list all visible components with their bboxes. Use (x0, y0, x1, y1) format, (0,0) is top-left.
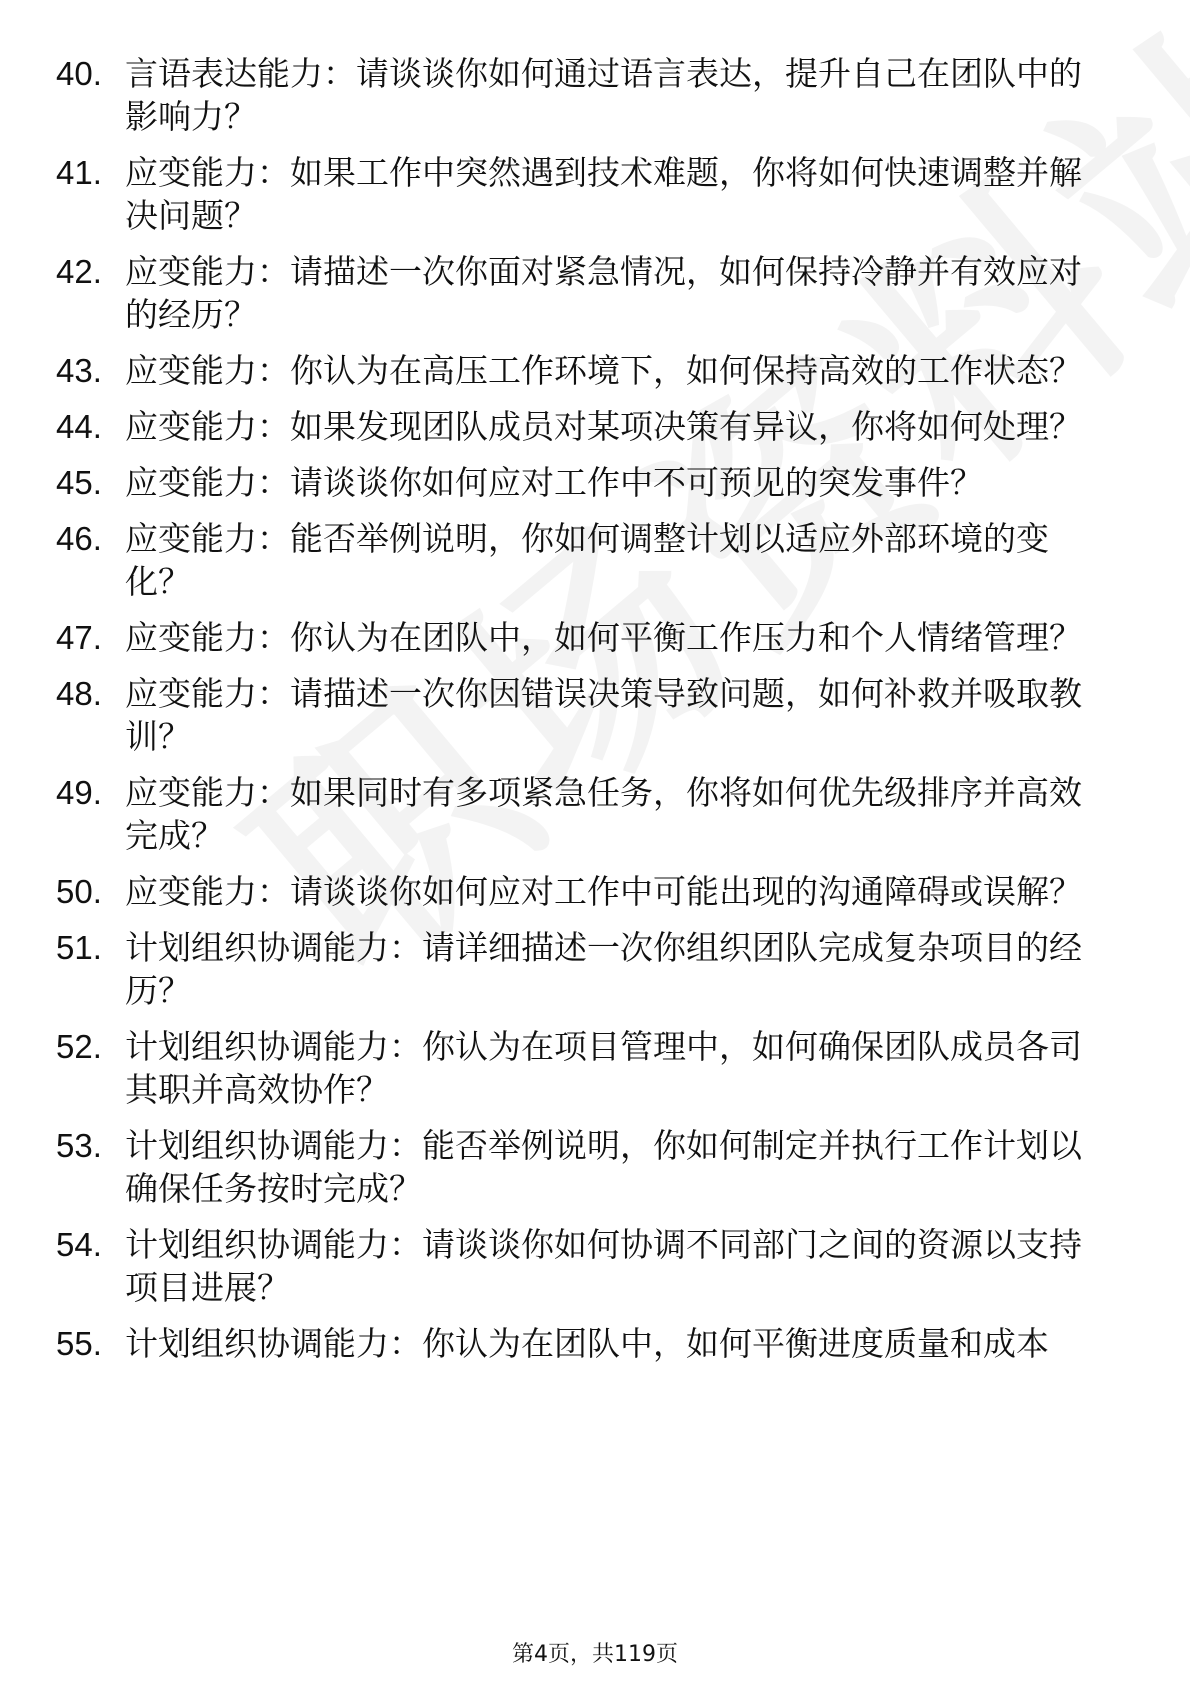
question-item (0, 349, 1190, 392)
question-text: 计划组织协调能力：能否举例说明，你如何制定并执行工作计划以确保任务按时完成？ (125, 1126, 1082, 1208)
question-item (0, 1124, 1190, 1210)
question-number: 46. (56, 520, 102, 557)
question-number: 49. (56, 774, 102, 811)
question-item (0, 461, 1190, 504)
question-text: 计划组织协调能力：请详细描述一次你组织团队完成复杂项目的经历？ (125, 928, 1082, 1010)
question-number: 50. (56, 873, 102, 910)
question-text: 应变能力：请谈谈你如何应对工作中可能出现的沟通障碍或误解？ (125, 872, 1082, 911)
question-item (0, 52, 1190, 138)
question-number: 47. (56, 619, 102, 656)
question-number: 40. (56, 55, 102, 92)
question-text: 应变能力：你认为在团队中，如何平衡工作压力和个人情绪管理？ (125, 618, 1082, 657)
question-list (0, 52, 1190, 1378)
question-number: 44. (56, 408, 102, 445)
question-number: 45. (56, 464, 102, 501)
question-item (0, 1025, 1190, 1111)
question-text: 应变能力：你认为在高压工作环境下，如何保持高效的工作状态？ (125, 351, 1082, 390)
page-number-label: 第4页，共119页 (512, 1642, 678, 1667)
question-item (0, 870, 1190, 913)
question-text: 应变能力：如果同时有多项紧急任务，你将如何优先级排序并高效完成？ (125, 773, 1082, 855)
question-text: 应变能力：请描述一次你因错误决策导致问题，如何补救并吸取教训？ (125, 674, 1082, 756)
question-number: 53. (56, 1127, 102, 1164)
question-number: 51. (56, 929, 102, 966)
question-number: 41. (56, 154, 102, 191)
question-text: 应变能力：如果工作中突然遇到技术难题，你将如何快速调整并解决问题？ (125, 153, 1082, 235)
question-number: 42. (56, 253, 102, 290)
page-footer (0, 1640, 1190, 1670)
question-text: 应变能力：请谈谈你如何应对工作中不可预见的突发事件？ (125, 463, 983, 502)
question-item (0, 1223, 1190, 1309)
question-text: 言语表达能力：请谈谈你如何通过语言表达，提升自己在团队中的影响力？ (125, 54, 1082, 136)
question-item (0, 517, 1190, 603)
question-number: 48. (56, 675, 102, 712)
question-number: 55. (56, 1325, 102, 1362)
question-item (0, 616, 1190, 659)
question-text: 计划组织协调能力：你认为在项目管理中，如何确保团队成员各司其职并高效协作？ (125, 1027, 1082, 1109)
question-item (0, 926, 1190, 1012)
question-item (0, 250, 1190, 336)
question-text: 应变能力：请描述一次你面对紧急情况，如何保持冷静并有效应对的经历？ (125, 252, 1082, 334)
question-number: 54. (56, 1226, 102, 1263)
question-text: 应变能力：如果发现团队成员对某项决策有异议，你将如何处理？ (125, 407, 1082, 446)
question-number: 43. (56, 352, 102, 389)
question-text: 计划组织协调能力：请谈谈你如何协调不同部门之间的资源以支持项目进展？ (125, 1225, 1082, 1307)
question-item (0, 1322, 1190, 1365)
question-item (0, 151, 1190, 237)
question-item (0, 672, 1190, 758)
question-item (0, 771, 1190, 857)
question-item (0, 405, 1190, 448)
question-text: 计划组织协调能力：你认为在团队中，如何平衡进度质量和成本 (125, 1324, 1049, 1363)
question-number: 52. (56, 1028, 102, 1065)
question-text: 应变能力：能否举例说明，你如何调整计划以适应外部环境的变化？ (125, 519, 1049, 601)
